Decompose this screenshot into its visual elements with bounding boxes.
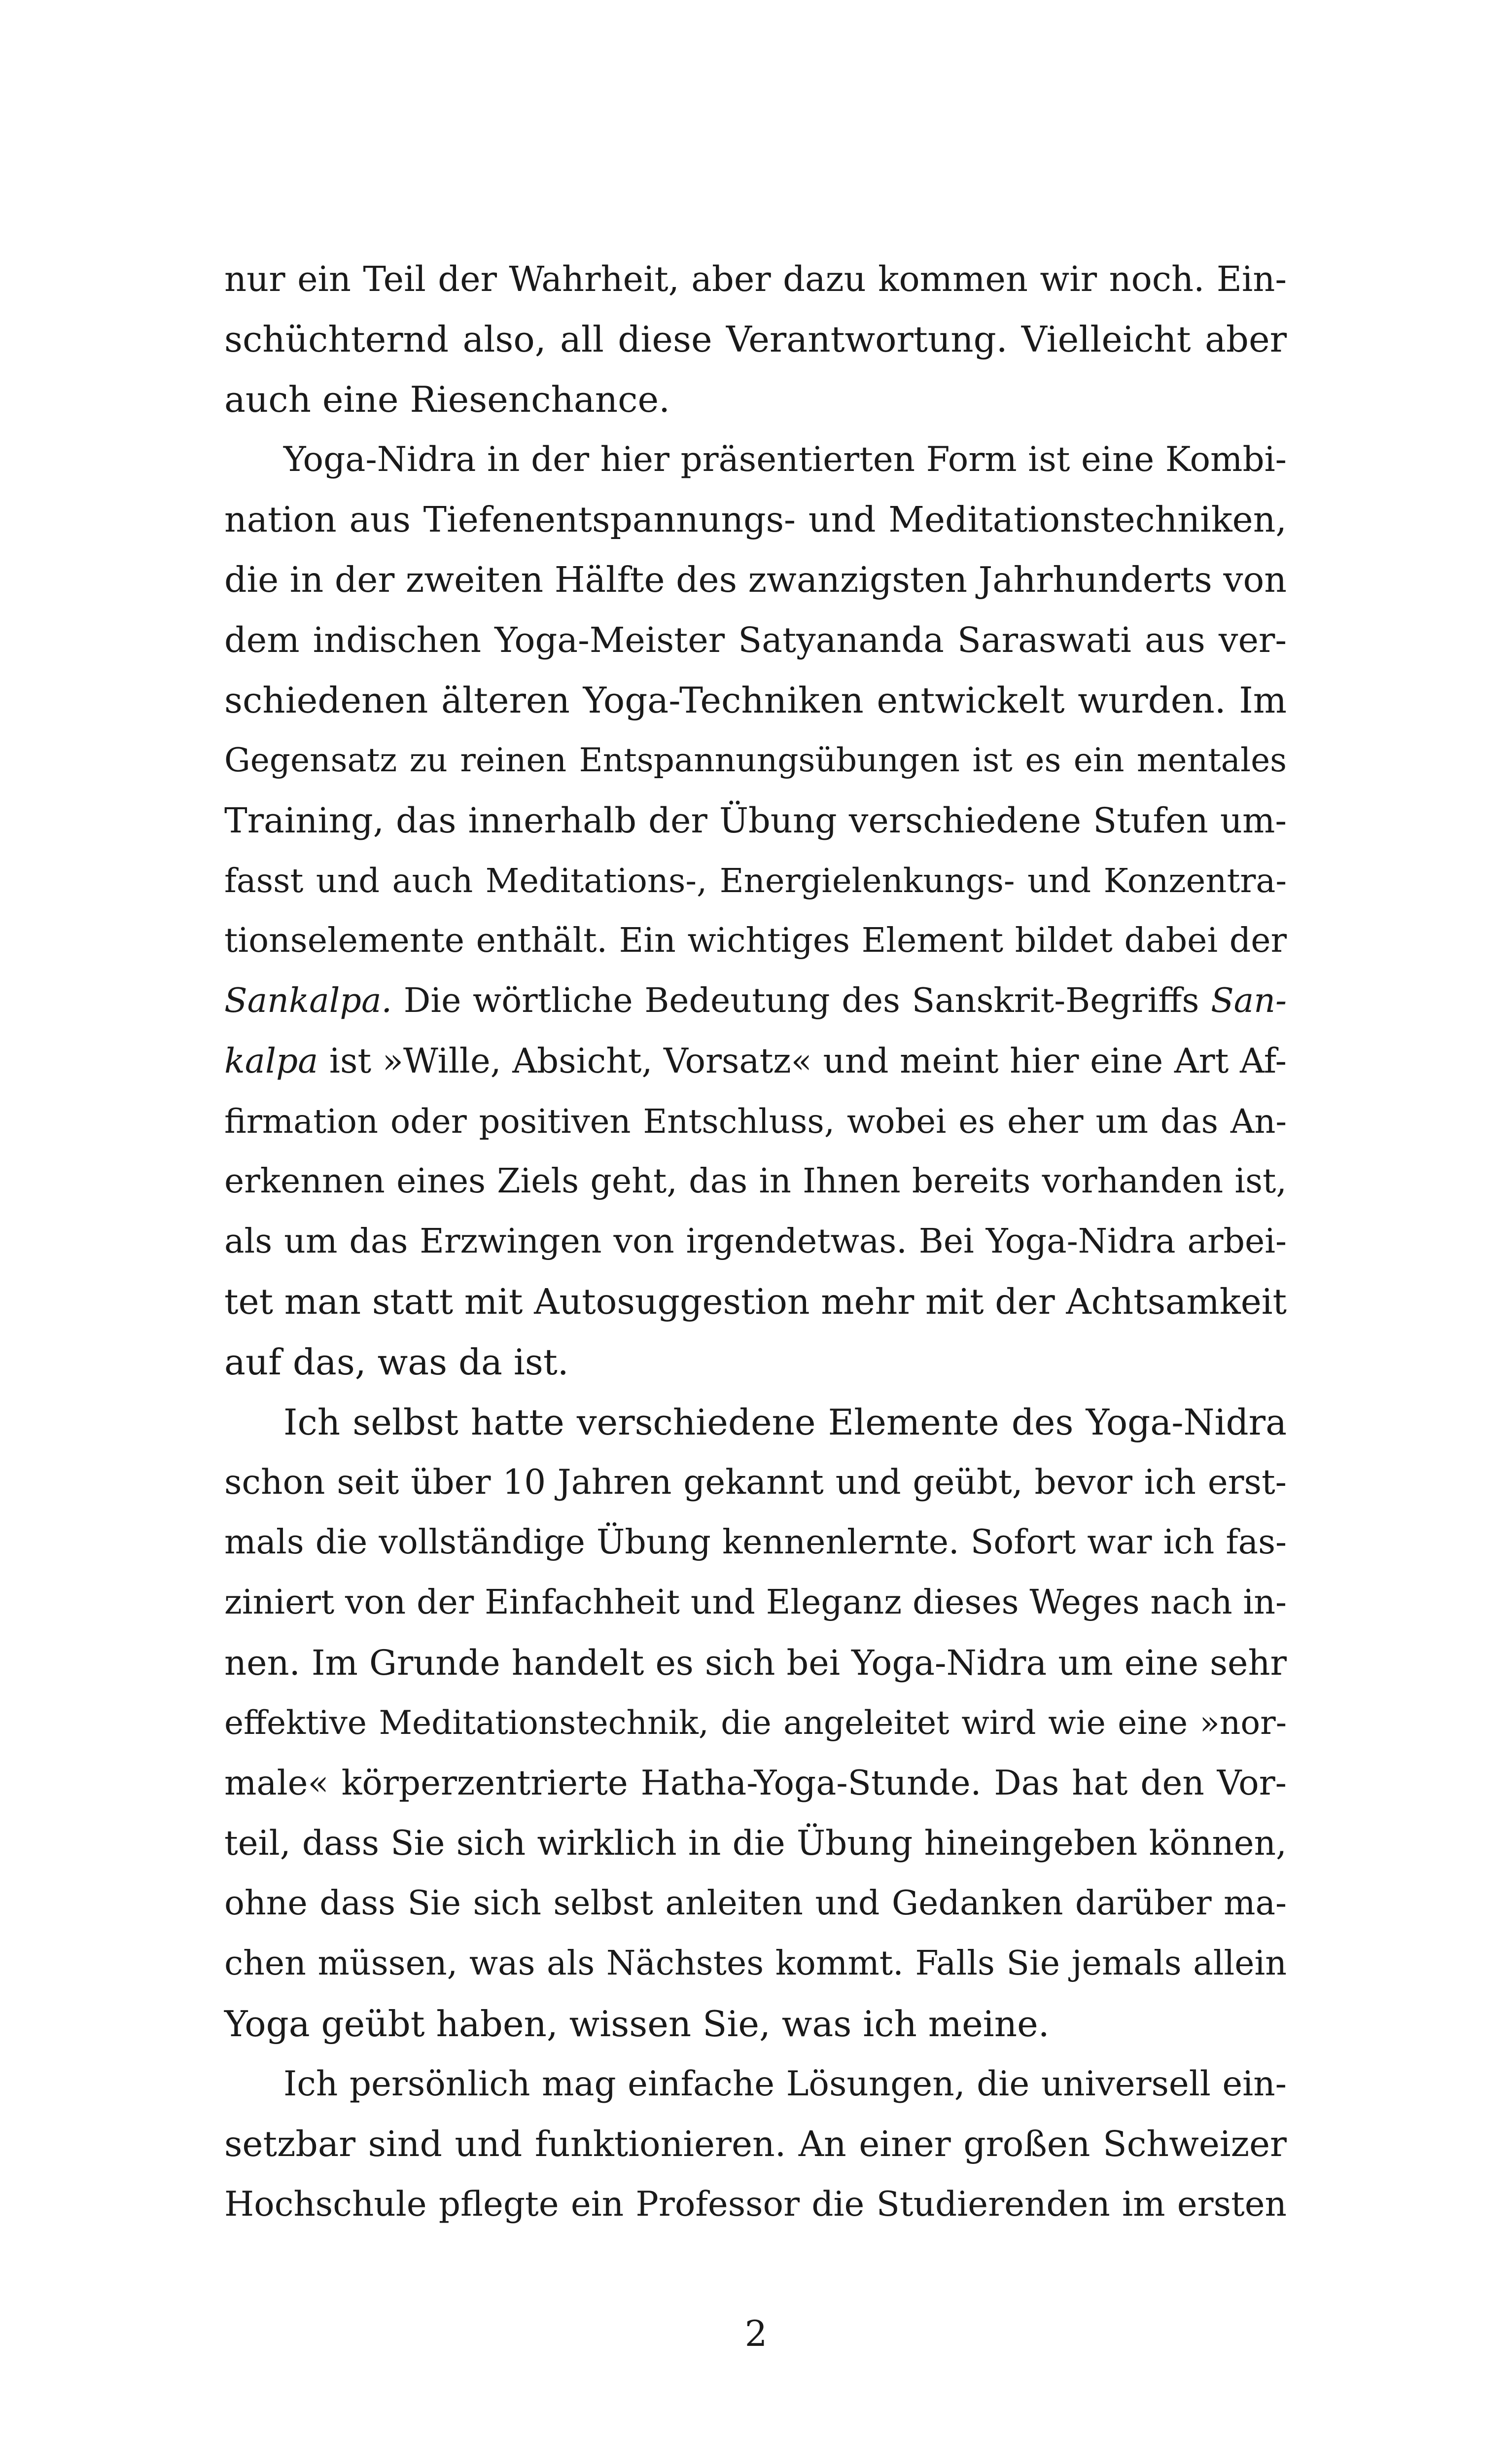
text-line — [224, 2174, 1287, 2234]
text-line — [224, 911, 1287, 971]
text-line — [224, 1813, 1287, 1873]
text-segment: ziniert von der Einfachheit und Eleganz dieses Weges nach in- — [224, 1583, 1287, 1622]
paragraph — [224, 2054, 1287, 2234]
text-segment: Ich persönlich mag einfache Lösungen, die universell ein- — [283, 2064, 1287, 2104]
text-segment: tet man statt mit Autosuggestion mehr mit der Achtsamkeit — [224, 1281, 1287, 1322]
text-line — [224, 309, 1287, 369]
text-line — [224, 971, 1287, 1031]
paragraph — [224, 1392, 1287, 2054]
text-segment: die in der zweiten Hälfte des zwanzigsten Jahrhunderts von — [224, 559, 1287, 600]
text-line — [224, 1873, 1287, 1934]
text-line — [224, 670, 1287, 730]
text-segment: nen. Im Grunde handelt es sich bei Yoga-Nidra um eine sehr — [224, 1643, 1287, 1683]
text-line — [224, 1212, 1287, 1272]
text-line — [224, 1573, 1287, 1633]
text-line — [224, 2114, 1287, 2174]
text-line — [224, 1332, 1287, 1392]
text-segment: male« körperzentrierte Hatha-Yoga-Stunde. Das hat den Vor- — [224, 1763, 1287, 1803]
text-segment: dem indischen Yoga-Meister Satyananda Saraswati aus ver- — [224, 620, 1287, 660]
text-segment: tionselemente enthält. Ein wichtiges Element bildet dabei der — [224, 921, 1287, 960]
text-line — [224, 1452, 1287, 1512]
text-line — [224, 430, 1287, 490]
text-segment: schon seit über 10 Jahren gekannt und geübt, bevor ich erst- — [224, 1463, 1287, 1502]
text-line — [224, 369, 1287, 430]
text-line — [224, 1934, 1287, 1994]
text-line — [224, 1753, 1287, 1813]
text-line — [224, 1633, 1287, 1693]
text-segment: erkennen eines Ziels geht, das in Ihnen bereits vorhanden ist, — [224, 1162, 1287, 1201]
text-segment: Gegensatz zu reinen Entspannungsübungen ist es ein mentales — [224, 741, 1287, 779]
italic-term: San- — [1211, 981, 1287, 1020]
text-line — [224, 610, 1287, 670]
italic-term: kalpa — [224, 1042, 318, 1081]
text-segment: als um das Erzwingen von irgendetwas. Bei Yoga-Nidra arbei- — [224, 1222, 1287, 1261]
text-line — [224, 1994, 1287, 2054]
text-line — [224, 1512, 1287, 1573]
text-segment: nur ein Teil der Wahrheit, aber dazu kommen wir noch. Ein- — [224, 259, 1287, 299]
text-segment: ohne dass Sie sich selbst anleiten und Gedanken darüber ma- — [224, 1884, 1287, 1923]
text-line — [224, 1151, 1287, 1212]
text-segment: auf das, was da ist. — [224, 1341, 569, 1383]
text-line — [224, 851, 1287, 911]
text-segment: Die wörtliche Bedeutung des Sanskrit-Begriffs — [392, 981, 1211, 1020]
text-line — [224, 1272, 1287, 1332]
text-segment: schüchternd also, all diese Verantwortung. Vielleicht aber — [224, 319, 1287, 360]
text-line — [224, 550, 1287, 610]
text-segment: Ich selbst hatte verschiedene Elemente des Yoga-Nidra — [283, 1402, 1287, 1443]
text-segment: effektive Meditationstechnik, die angeleitet wird wie eine »nor- — [224, 1704, 1287, 1742]
text-segment: ist »Wille, Absicht, Vorsatz« und meint hier eine Art Af- — [318, 1042, 1287, 1081]
text-segment: setzbar sind und funktionieren. An einer großen Schweizer — [224, 2123, 1287, 2164]
text-line — [224, 1091, 1287, 1151]
text-segment: Training, das innerhalb der Übung verschiedene Stufen um- — [224, 800, 1287, 841]
text-line — [224, 2054, 1287, 2114]
text-segment: Hochschule pflegte ein Professor die Studierenden im ersten — [224, 2185, 1287, 2224]
text-segment: Yoga-Nidra in der hier präsentierten Form ist eine Kombi- — [283, 440, 1287, 479]
text-segment: auch eine Riesenchance. — [224, 379, 670, 420]
paragraph — [224, 249, 1287, 430]
text-segment: teil, dass Sie sich wirklich in die Übung hineingeben können, — [224, 1824, 1287, 1863]
text-segment: firmation oder positiven Entschluss, wobei es eher um das An- — [224, 1102, 1287, 1141]
text-line — [224, 249, 1287, 309]
body-text — [224, 249, 1287, 2234]
paragraph — [224, 430, 1287, 1392]
text-segment: mals die vollständige Übung kennenlernte. Sofort war ich fas- — [224, 1523, 1287, 1562]
text-line — [224, 791, 1287, 851]
text-segment: nation aus Tiefenentspannungs- und Meditationstechniken, — [224, 499, 1287, 540]
italic-term: Sankalpa. — [224, 981, 392, 1020]
text-segment: chen müssen, was als Nächstes kommt. Falls Sie jemals allein — [224, 1944, 1287, 1983]
text-line — [224, 1031, 1287, 1091]
text-segment: fasst und auch Meditations-, Energielenkungs- und Konzentra- — [224, 862, 1287, 900]
text-line — [224, 1392, 1287, 1452]
text-line — [224, 490, 1287, 550]
text-line — [224, 730, 1287, 791]
text-segment: schiedenen älteren Yoga-Techniken entwickelt wurden. Im — [224, 680, 1287, 721]
page-number: 2 — [744, 2313, 768, 2354]
text-segment: Yoga geübt haben, wissen Sie, was ich meine. — [224, 2003, 1050, 2045]
text-line — [224, 1693, 1287, 1753]
